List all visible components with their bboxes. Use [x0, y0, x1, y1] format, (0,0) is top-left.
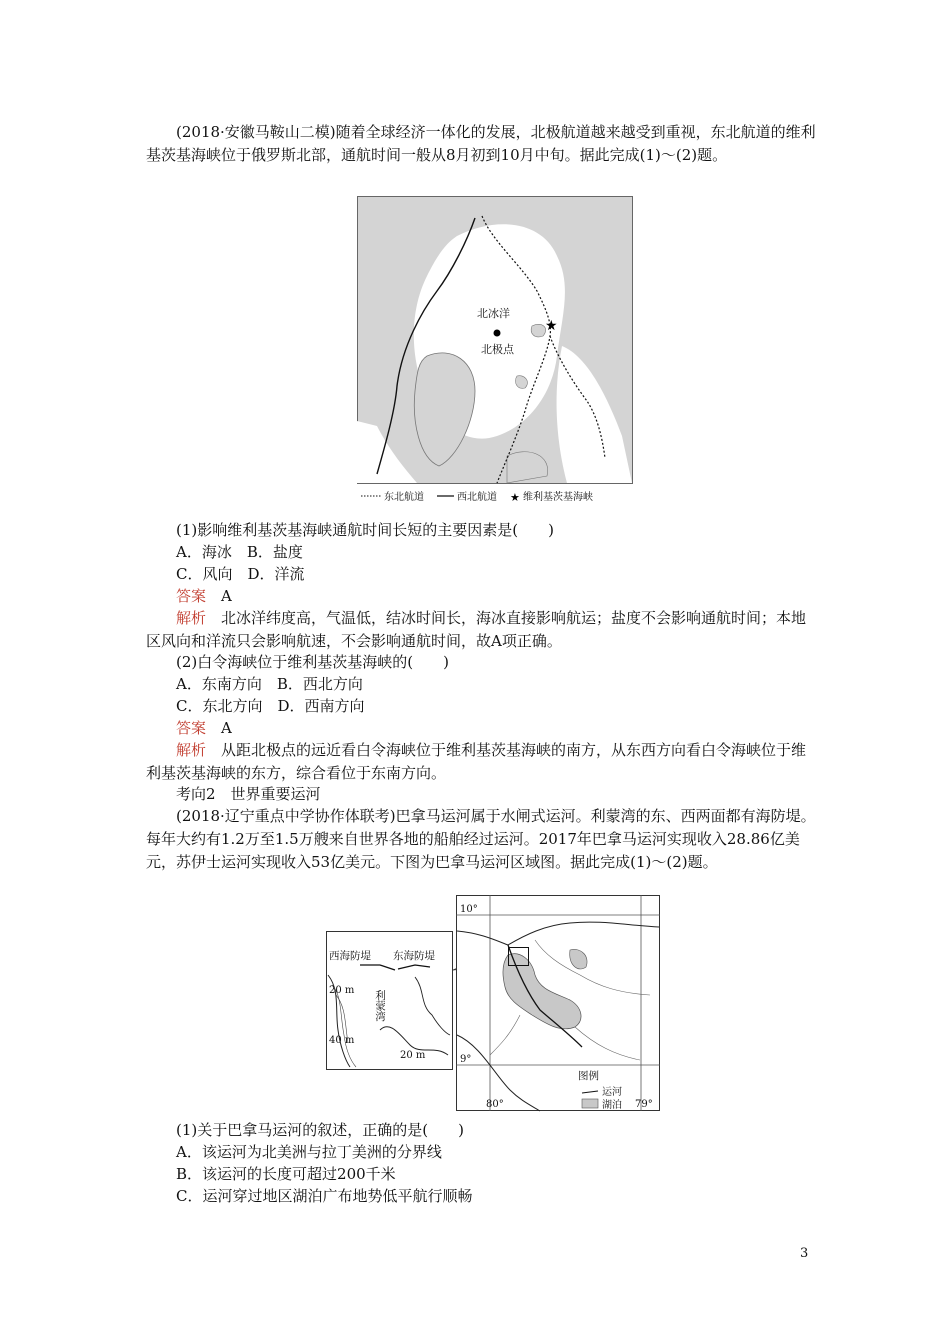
question-3-stem: (1)关于巴拿马运河的叙述，正确的是( )	[176, 1121, 464, 1139]
vilkitsky-strait-star-icon: ★	[545, 318, 558, 334]
depth-20m-label-b: 20 m	[400, 1050, 426, 1061]
answer-value: A	[221, 587, 232, 605]
lon-80-label: 80°	[486, 1099, 504, 1110]
question-3-option-c: C．运河穿过地区湖泊广布地势低平航行顺畅	[176, 1187, 473, 1205]
section-heading: 考向2 世界重要运河	[176, 785, 321, 803]
legend-canal: 运河	[602, 1087, 622, 1098]
intro-paragraph-1: (2018·安徽马鞍山二模)随着全球经济一体化的发展，北极航道越来越受到重视，东北航道的维利基茨基海峡位于俄罗斯北部，通航时间一般从8月初到10月中旬。据此完成(1)～(2)题。	[146, 123, 816, 164]
analysis-text: 北冰洋纬度高，气温低，结冰时间长，海冰直接影响航运；盐度不会影响通航时间；本地区风向和洋流只会影响航速，不会影响通航时间，故A项正确。	[146, 609, 807, 650]
page-number: 3	[800, 1246, 809, 1261]
depth-20m-label-a: 20 m	[329, 985, 355, 996]
lat-10-label: 10°	[460, 904, 478, 915]
question-1-options-cd: C．风向 D．洋流	[176, 565, 305, 583]
legend-title: 图例	[578, 1070, 599, 1082]
legend-northwest-route: 西北航道	[457, 492, 497, 503]
question-2-analysis	[146, 739, 816, 785]
question-1-answer	[146, 585, 816, 608]
west-dike-label: 西海防堤	[329, 950, 371, 962]
analysis-label: 解析	[176, 741, 207, 759]
question-3-option-b: B．该运河的长度可超过200千米	[176, 1165, 396, 1183]
analysis-text: 从距北极点的远近看白令海峡位于维利基茨基海峡的南方，从东西方向看白令海峡位于维利基茨基海峡的东方，综合看位于东南方向。	[146, 741, 807, 782]
question-1-stem: (1)影响维利基茨基海峡通航时间长短的主要因素是( )	[176, 521, 554, 539]
north-pole-label: 北极点	[481, 343, 514, 356]
east-dike-label: 东海防堤	[393, 950, 435, 962]
question-2-answer	[146, 717, 816, 740]
lat-9-label: 9°	[460, 1054, 472, 1065]
arctic-routes-map	[357, 196, 633, 512]
legend-vilkitsky-strait: 维利基茨基海峡	[523, 492, 593, 503]
question-2-options-ab: A．东南方向 B．西北方向	[176, 675, 363, 693]
limon-bay-label: 利蒙湾	[374, 990, 386, 1022]
legend-northeast-route: 东北航道	[384, 492, 424, 503]
legend-lake: 湖泊	[602, 1100, 622, 1111]
answer-label: 答案	[176, 719, 207, 737]
analysis-label: 解析	[176, 609, 207, 627]
panama-canal-map	[320, 895, 666, 1113]
question-3-option-a: A．该运河为北美洲与拉丁美洲的分界线	[176, 1143, 442, 1161]
north-pole-dot	[494, 330, 501, 337]
depth-40m-label: 40 m	[329, 1035, 355, 1046]
answer-label: 答案	[176, 587, 207, 605]
intro-paragraph-2: (2018·辽宁重点中学协作体联考)巴拿马运河属于水闸式运河。利蒙湾的东、西两面都有海防堤。每年大约有1.2万至1.5万艘来自世界各地的船舶经过运河。2017年巴拿马运河实现收入28.86亿美元，苏伊士运河实现收入53亿美元。下图为巴拿马运河区域图。据此完成(1)～(2)题。	[146, 807, 816, 871]
question-1-options-ab: A．海冰 B．盐度	[176, 543, 303, 561]
lon-79-label: 79°	[635, 1099, 653, 1110]
legend-star-icon: ★	[510, 491, 520, 504]
answer-value: A	[221, 719, 232, 737]
arctic-ocean-label: 北冰洋	[477, 307, 510, 320]
question-1-analysis	[146, 607, 816, 653]
question-2-stem: (2)白令海峡位于维利基茨基海峡的( )	[176, 653, 449, 671]
question-2-options-cd: C．东北方向 D．西南方向	[176, 697, 365, 715]
